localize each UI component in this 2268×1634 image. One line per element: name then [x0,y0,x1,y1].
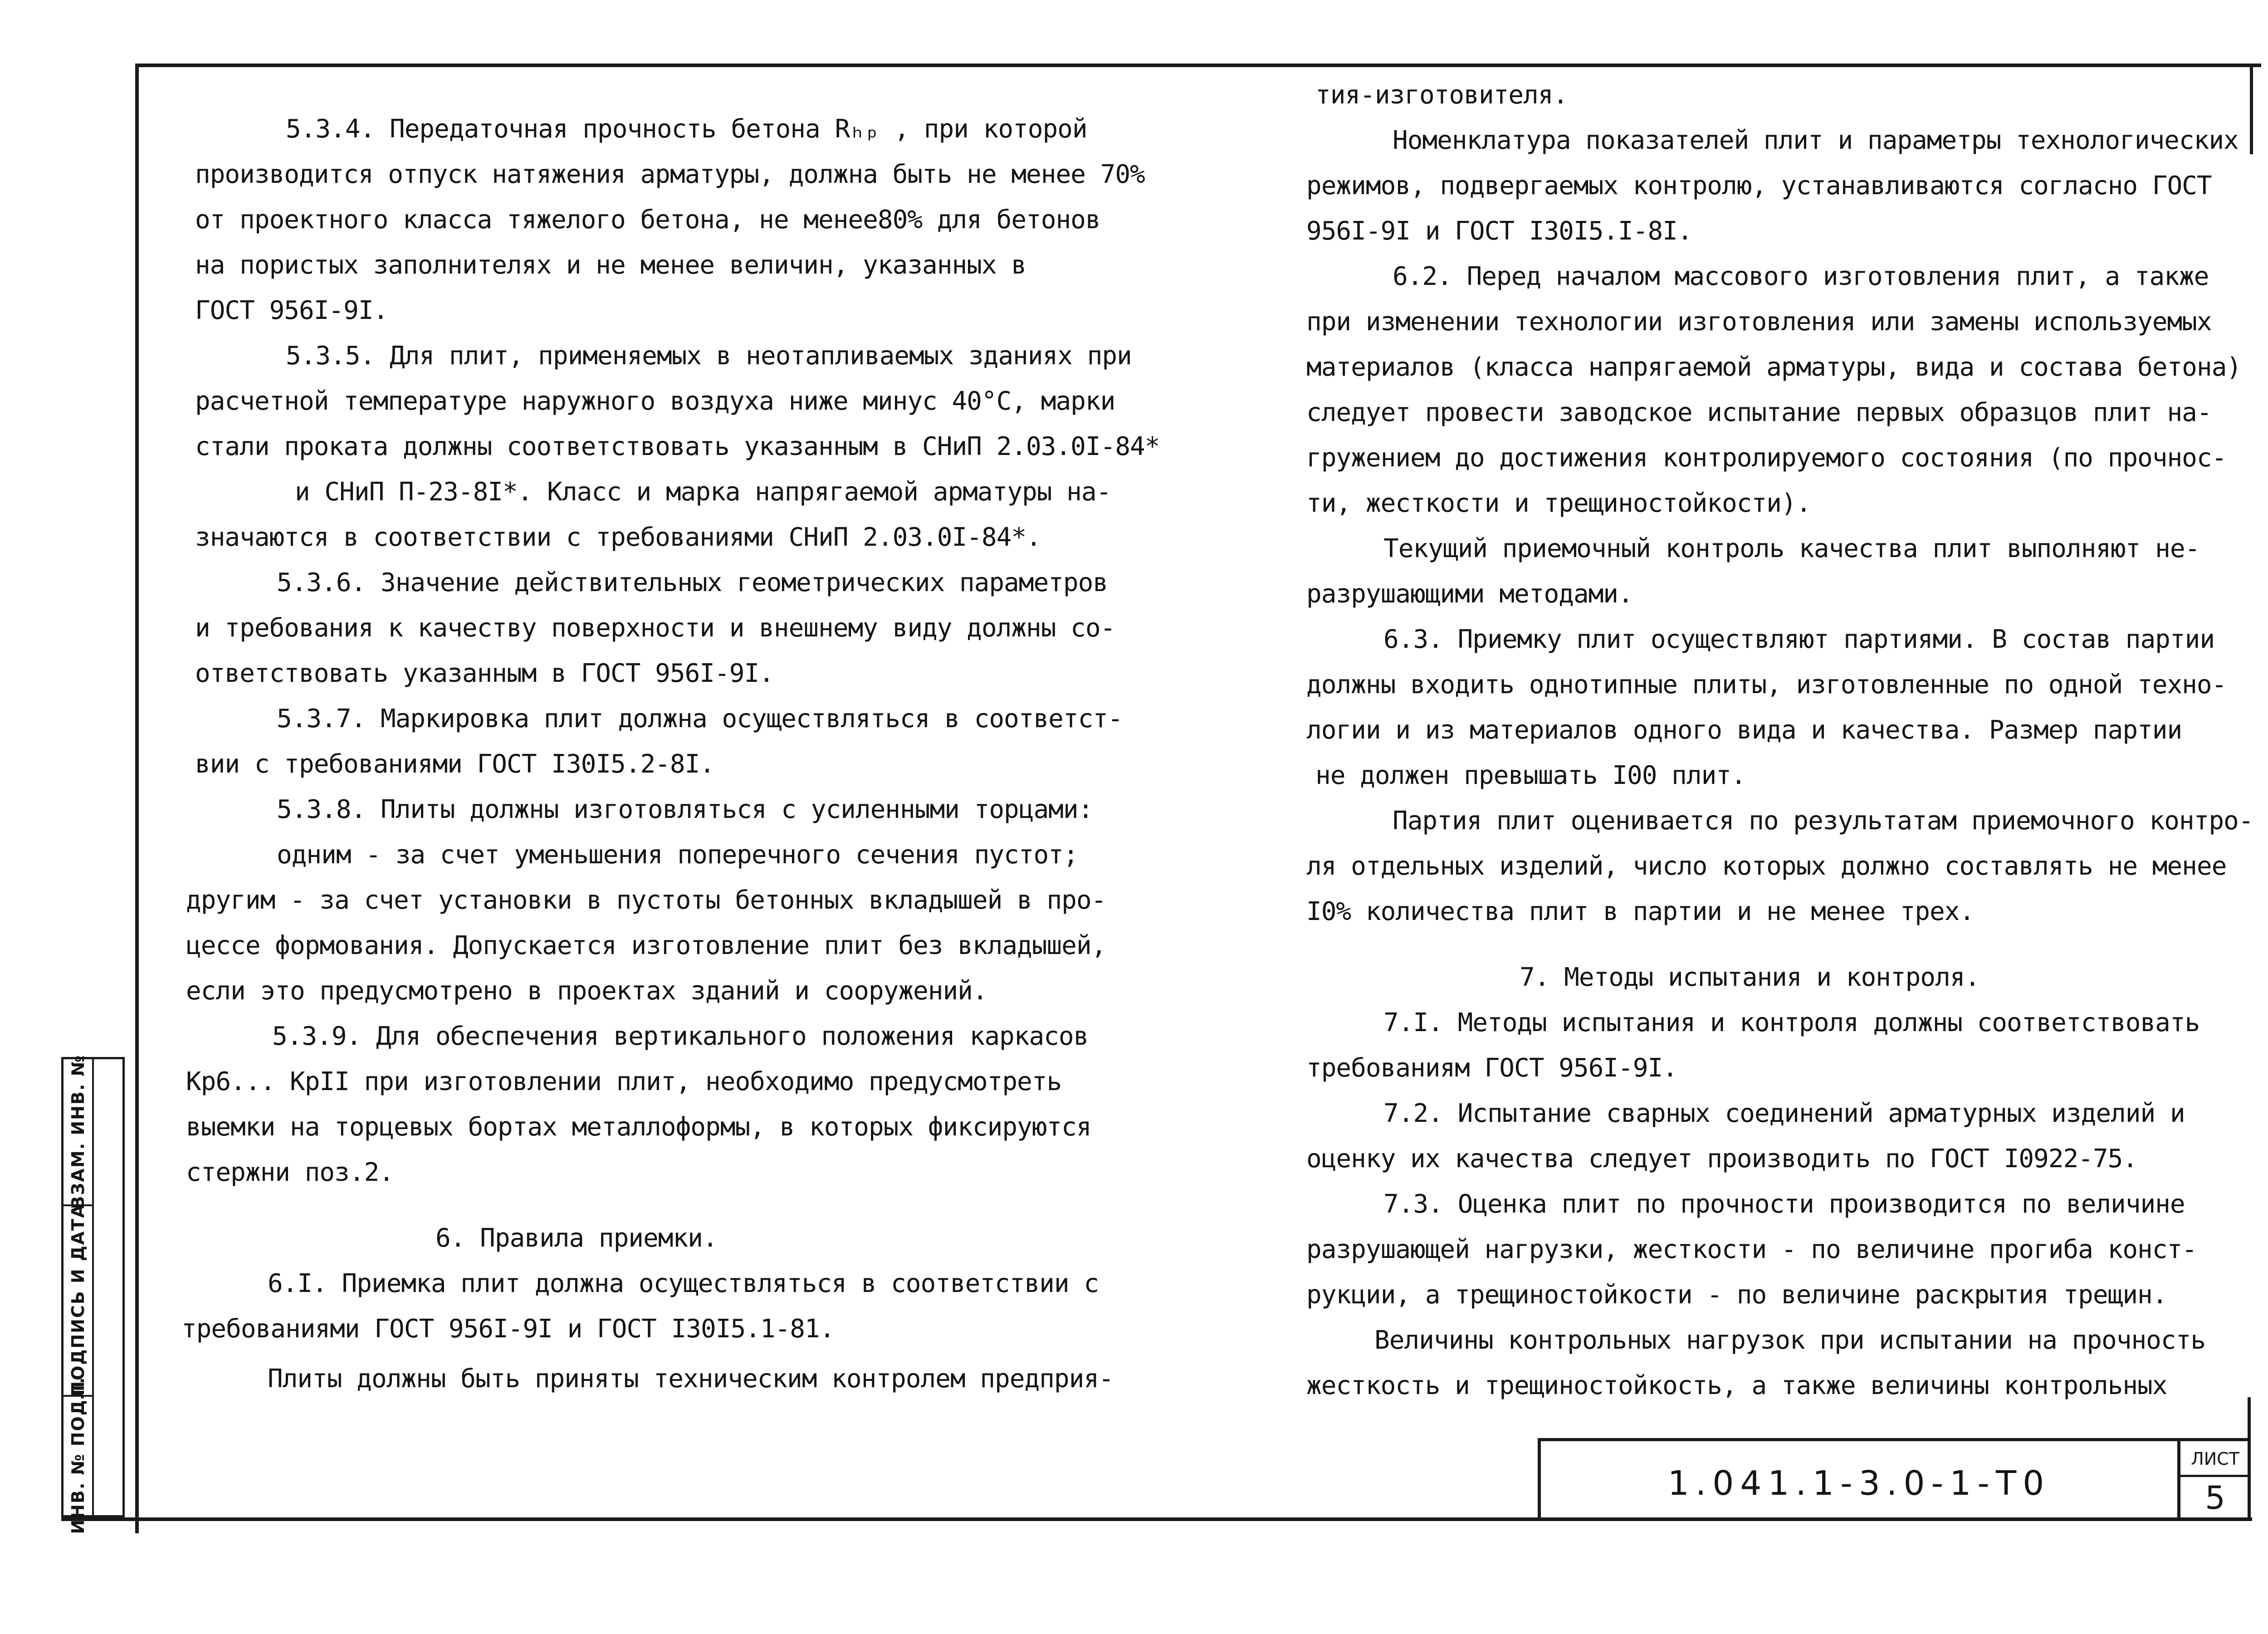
frame-top-border [138,64,2261,67]
text-line: 6.2. Перед началом массового изготовления плит, а также [1393,262,2209,291]
title-block [1538,1438,2177,1520]
text-line: расчетной температуре наружного воздуха ниже минус 40°С, марки [195,386,1115,416]
text-line: 956I-9I и ГОСТ I30I5.I-8I. [1306,216,1692,246]
section-heading: 7. Методы испытания и контроля. [1520,963,1980,992]
text-line: требованиям ГОСТ 956I-9I. [1306,1053,1677,1083]
text-line: тия-изготовителя. [1315,80,1568,110]
text-line: 5.3.4. Передаточная прочность бетона Rₕₚ , при которой [286,114,1087,144]
text-line: стали проката должны соответствовать указанным в СНиП 2.03.0I-84* [195,432,1160,461]
text-line: 5.3.9. Для обеспечения вертикального положения каркасов [272,1022,1089,1051]
side-label-inv-no: ИНВ. № ПОДЛ. [68,1376,88,1534]
text-line: 5.3.8. Плиты должны изготовляться с усиленными торцами: [277,795,1093,824]
text-line: Номенклатура показателей плит и параметры технологических [1393,126,2239,155]
text-line: оценку их качества следует производить по ГОСТ I0922-75. [1306,1144,2138,1174]
text-line: одним - за счет уменьшения поперечного сечения пустот; [277,840,1078,870]
text-line: от проектного класса тяжелого бетона, не менее80% для бетонов [195,205,1100,235]
text-line: Кр6... КрII при изготовлении плит, необходимо предусмотреть [186,1067,1062,1096]
text-line: 7.I. Методы испытания и контроля должны соответствовать [1383,1008,2200,1037]
text-line: 5.3.7. Маркировка плит должна осуществляться в соответст- [277,704,1123,734]
text-line: стержни поз.2. [186,1158,394,1187]
text-line: логии и из материалов одного вида и качества. Размер партии [1306,715,2182,745]
text-line: разрушающей нагрузки, жесткости - по величине прогиба конст- [1306,1235,2197,1264]
text-line: режимов, подвергаемых контролю, устанавливаются согласно ГОСТ [1306,171,2212,201]
text-line: и требования к качеству поверхности и внешнему виду должны со- [195,613,1115,643]
text-line: ГОСТ 956I-9I. [195,296,388,325]
text-line: следует провести заводское испытание первых образцов плит на- [1306,398,2212,427]
side-cell-signature-date [64,1204,92,1397]
text-line: 7.3. Оценка плит по прочности производится по величине [1383,1189,2185,1219]
section-heading: 6. Правила приемки. [435,1223,718,1253]
side-cell-replace-inv [64,1054,92,1209]
side-cell-inv-no [64,1376,92,1534]
document-code: 1.041.1-3.0-1-Т0 [1667,1464,2051,1503]
text-line: на пористых заполнителях и не менее величин, указанных в [195,250,1026,280]
text-line: 7.2. Испытание сварных соединений арматурных изделий и [1383,1099,2185,1128]
text-line: Величины контрольных нагрузок при испытании на прочность [1374,1326,2206,1355]
text-line: требованиями ГОСТ 956I-9I и ГОСТ I30I5.1-81. [181,1314,835,1344]
text-line: ответствовать указанным в ГОСТ 956I-9I. [195,659,774,688]
text-line: должны входить однотипные плиты, изготовленные по одной техно- [1306,670,2227,700]
text-line: Текущий приемочный контроль качества плит выполняют не- [1383,534,2200,563]
text-line: производится отпуск натяжения арматуры, должна быть не менее 70% [195,160,1145,189]
text-line: Партия плит оценивается по результатам приемочного контро- [1393,806,2253,836]
text-line: вии с требованиями ГОСТ I30I5.2-8I. [195,749,715,779]
side-stamp-column [64,1054,94,1534]
text-line: другим - за счет установки в пустоты бетонных вкладышей в про- [186,885,1106,915]
text-line: материалов (класса напрягаемой арматуры, вида и состава бетона) [1306,352,2242,382]
side-stamp-blank-column [94,1059,122,1515]
text-line: разрушающими методами. [1306,579,1633,609]
sheet-label: ЛИСТ [2180,1443,2250,1477]
text-line: выемки на торцевых бортах металлоформы, в которых фиксируются [186,1112,1091,1142]
text-line: не должен превышать I00 плит. [1315,761,1746,790]
side-label-replace-inv: ВЗАМ. ИНВ. № [68,1054,88,1209]
frame-left-border [135,64,139,1533]
side-label-signature-date: ПОДПИСЬ И ДАТА [68,1203,88,1396]
text-line: 5.3.5. Для плит, применяемых в неотапливаемых зданиях при [286,341,1132,371]
text-line: рукции, а трещиностойкости - по величине раскрытия трещин. [1306,1280,2167,1310]
text-line: Плиты должны быть приняты техническим контролем предприя- [268,1364,1114,1394]
text-line: 6.I. Приемка плит должна осуществляться в соответствии с [268,1269,1099,1298]
side-stamp [61,1054,125,1534]
text-line: и СНиП П-23-8I*. Класс и марка напрягаемой арматуры на- [295,477,1111,507]
text-line: гружением до достижения контролируемого состояния (по прочнос- [1306,443,2227,473]
text-line: жесткость и трещиностойкость, а также величины контрольных [1306,1371,2167,1400]
text-line: I0% количества плит в партии и не менее трех. [1306,897,1975,926]
text-line: если это предусмотрено в проектах зданий и сооружений. [186,976,987,1006]
text-line: 6.3. Приемку плит осуществляют партиями. В состав партии [1383,625,2215,654]
text-line: цессе формования. Допускается изготовление плит без вкладышей, [186,931,1106,960]
sheet-number: 5 [2205,1479,2225,1517]
text-line: при изменении технологии изготовления или замены используемых [1306,307,2212,337]
text-line: ля отдельных изделий, число которых должно составлять не менее [1306,851,2227,881]
text-line: ти, жесткости и трещиностойкости). [1306,489,1811,518]
text-line: 5.3.6. Значение действительных геометрических параметров [277,568,1108,597]
text-line: значаются в соответствии с требованиями СНиП 2.03.0I-84*. [195,523,1041,552]
frame-right-border-top [2250,64,2253,154]
sheet-box [2177,1438,2250,1520]
